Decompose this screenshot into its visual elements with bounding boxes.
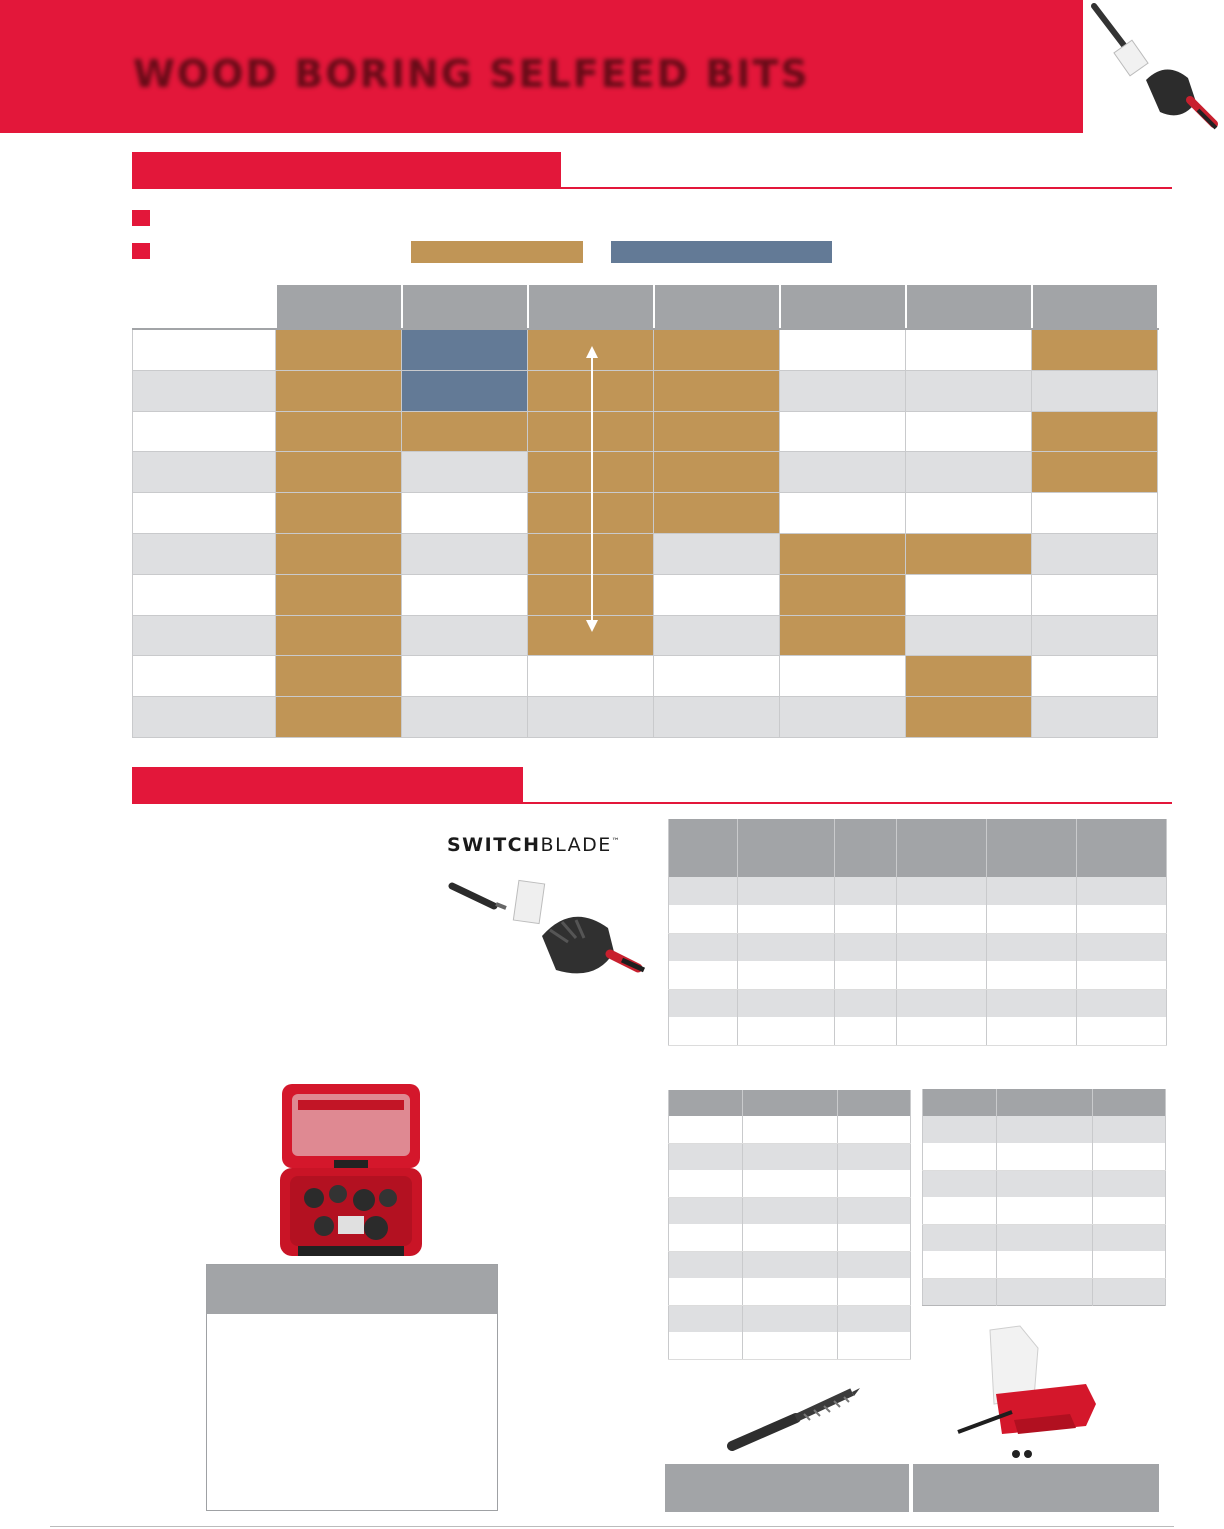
table-cell: [835, 961, 897, 989]
chart-header-corner: [132, 285, 276, 328]
table-cell: [1077, 933, 1167, 961]
legend-swatch-gold: [411, 241, 583, 263]
chart-cell: [780, 493, 906, 534]
table-cell: [987, 905, 1077, 933]
table-row: [923, 1143, 1166, 1170]
table-row: [669, 961, 1167, 989]
table-cell: [669, 1170, 743, 1197]
chart-column-header: [1033, 285, 1157, 328]
table-cell: [987, 961, 1077, 989]
chart-cell-gold: [276, 412, 402, 453]
table-cell: [738, 989, 835, 1017]
chart-cell-gold: [654, 452, 780, 493]
chart-cell-gold: [780, 616, 906, 657]
switchblade-bit-image: [446, 872, 646, 982]
chart-cell-slate: [402, 330, 528, 371]
chart-cell: [402, 616, 528, 657]
table-cell: [1093, 1224, 1166, 1251]
chart-cell-gold: [276, 575, 402, 616]
table-cell: [738, 905, 835, 933]
table-cell: [987, 1017, 1077, 1045]
table-row: [669, 1116, 911, 1143]
table-cell: [838, 1251, 911, 1278]
page-title: WOOD BORING SELFEED BITS: [133, 52, 810, 96]
table-cell: [838, 1224, 911, 1251]
chart-cell: [402, 493, 528, 534]
table-cell: [669, 1017, 738, 1045]
chart-row-label: [132, 575, 276, 616]
switchblade-logo: SWITCHBLADE™: [447, 834, 622, 856]
table-header-cell: [1077, 819, 1167, 877]
table-cell: [897, 1017, 987, 1045]
chart-cell: [1032, 493, 1158, 534]
table-cell: [987, 877, 1077, 905]
table-cell: [835, 877, 897, 905]
chart-column-header: [403, 285, 527, 328]
table-cell: [1093, 1170, 1166, 1197]
table-row: [669, 1017, 1167, 1045]
table-cell: [838, 1116, 911, 1143]
chart-column-header: [655, 285, 779, 328]
table-row: [923, 1197, 1166, 1224]
chart-cell-gold: [276, 616, 402, 657]
chart-cell-gold: [906, 697, 1032, 738]
chart-row-label: [132, 616, 276, 657]
table-cell: [743, 1197, 838, 1224]
table-row: [669, 1170, 911, 1197]
chart-column-header: [907, 285, 1031, 328]
table-cell: [897, 877, 987, 905]
chart-cell-gold: [276, 452, 402, 493]
table-cell: [743, 1305, 838, 1332]
chart-cell-gold: [906, 656, 1032, 697]
table-cell: [669, 933, 738, 961]
chart-cell-gold: [1032, 330, 1158, 371]
table-cell: [738, 961, 835, 989]
chart-cell: [906, 330, 1032, 371]
chart-cell: [906, 371, 1032, 412]
chart-cell-gold: [402, 412, 528, 453]
chart-column-header: [529, 285, 653, 328]
table-cell: [669, 1143, 743, 1170]
chart-cell: [654, 616, 780, 657]
table-cell: [897, 989, 987, 1017]
table-row: [669, 1278, 911, 1305]
footer-rule: [50, 1526, 1174, 1527]
chart-column-header: [781, 285, 905, 328]
table-cell: [1093, 1278, 1166, 1305]
table-header-cell: [987, 819, 1077, 877]
table-cell: [669, 989, 738, 1017]
header-product-image: [1086, 0, 1224, 140]
chart-cell: [780, 371, 906, 412]
table-row: [669, 1305, 911, 1332]
table-cell: [835, 1017, 897, 1045]
chart-row-label: [132, 452, 276, 493]
table-header-cell: [669, 819, 738, 877]
table-cell: [923, 1143, 997, 1170]
chart-cell: [402, 534, 528, 575]
section-rule: [523, 802, 1172, 804]
table-header-cell: [997, 1089, 1093, 1116]
table-cell: [669, 877, 738, 905]
chart-cell-gold: [276, 656, 402, 697]
table-row: [923, 1116, 1166, 1143]
table-cell: [669, 1251, 743, 1278]
table-row: [669, 989, 1167, 1017]
table-cell: [743, 1332, 838, 1359]
table-cell: [1093, 1197, 1166, 1224]
chart-cell: [654, 575, 780, 616]
chart-cell: [906, 616, 1032, 657]
chart-cell: [654, 534, 780, 575]
table-cell: [835, 905, 897, 933]
table-cell: [743, 1251, 838, 1278]
table-cell: [743, 1278, 838, 1305]
table-header-cell: [897, 819, 987, 877]
table-cell: [987, 933, 1077, 961]
table-cell: [743, 1224, 838, 1251]
chart-column-header: [277, 285, 401, 328]
chart-cell: [1032, 697, 1158, 738]
table-cell: [997, 1278, 1093, 1305]
table-cell: [743, 1143, 838, 1170]
switchblade-kit-case-image: [278, 1082, 424, 1260]
specifications-section-bar: [132, 767, 523, 804]
bullet-marker: [132, 243, 150, 259]
table-row: [669, 1143, 911, 1170]
table-cell: [1077, 877, 1167, 905]
table-row: [923, 1170, 1166, 1197]
table-row: [923, 1224, 1166, 1251]
table-row: [669, 1224, 911, 1251]
chart-row-label: [132, 697, 276, 738]
table-header-cell: [838, 1090, 911, 1116]
table-cell: [669, 1278, 743, 1305]
feed-screw-caption-bar: [665, 1464, 909, 1512]
chart-cell: [528, 697, 654, 738]
chart-cell: [780, 452, 906, 493]
table-cell: [669, 1224, 743, 1251]
table-row: [669, 933, 1167, 961]
spec-table-bits-grid: [922, 1089, 1166, 1306]
table-header-cell: [835, 819, 897, 877]
chart-cell-gold: [1032, 452, 1158, 493]
table-cell: [835, 989, 897, 1017]
table-row: [669, 1251, 911, 1278]
table-cell: [897, 905, 987, 933]
application-chart: [132, 285, 1159, 736]
chart-row-label: [132, 412, 276, 453]
chart-cell-gold: [654, 371, 780, 412]
chart-cell: [780, 412, 906, 453]
table-row: [669, 877, 1167, 905]
table-header-cell: [1093, 1089, 1166, 1116]
chart-cell: [402, 452, 528, 493]
section-rule: [561, 187, 1172, 189]
table-cell: [838, 1278, 911, 1305]
chart-cell-gold: [276, 371, 402, 412]
chart-cell-gold: [654, 412, 780, 453]
table-cell: [1077, 905, 1167, 933]
feed-screw-image: [726, 1384, 862, 1454]
chart-cell: [906, 493, 1032, 534]
chart-cell-gold: [276, 534, 402, 575]
chart-cell-gold: [780, 575, 906, 616]
table-cell: [923, 1278, 997, 1305]
table-cell: [743, 1116, 838, 1143]
table-cell: [669, 1116, 743, 1143]
table-cell: [987, 989, 1077, 1017]
table-cell: [1077, 989, 1167, 1017]
chart-cell: [906, 575, 1032, 616]
chart-cell: [528, 656, 654, 697]
chart-cell: [906, 452, 1032, 493]
table-cell: [1093, 1116, 1166, 1143]
kit-contents-header: [207, 1265, 497, 1314]
table-cell: [738, 1017, 835, 1045]
table-cell: [997, 1143, 1093, 1170]
chart-cell-gold: [906, 534, 1032, 575]
table-cell: [1077, 961, 1167, 989]
chart-cell-gold: [654, 493, 780, 534]
chart-cell: [402, 656, 528, 697]
table-cell: [743, 1170, 838, 1197]
chart-cell-gold: [276, 493, 402, 534]
table-cell: [997, 1224, 1093, 1251]
spec-table-main-grid: [668, 819, 1167, 1046]
table-cell: [923, 1197, 997, 1224]
table-cell: [1093, 1251, 1166, 1278]
table-row: [923, 1251, 1166, 1278]
chart-row-label: [132, 330, 276, 371]
chart-cell-gold: [654, 330, 780, 371]
table-cell: [923, 1251, 997, 1278]
chart-cell: [780, 330, 906, 371]
table-cell: [997, 1251, 1093, 1278]
table-cell: [897, 933, 987, 961]
table-header-cell: [669, 1090, 743, 1116]
table-row: [669, 1197, 911, 1224]
chart-cell: [1032, 575, 1158, 616]
table-cell: [997, 1170, 1093, 1197]
table-cell: [738, 877, 835, 905]
table-cell: [669, 905, 738, 933]
table-cell: [923, 1224, 997, 1251]
application-section-bar: [132, 152, 561, 189]
table-cell: [838, 1197, 911, 1224]
chart-cell: [906, 412, 1032, 453]
table-cell: [838, 1332, 911, 1359]
chart-cell: [780, 656, 906, 697]
table-cell: [997, 1116, 1093, 1143]
table-cell: [838, 1305, 911, 1332]
chart-cell-gold: [780, 534, 906, 575]
chart-cell-slate: [402, 371, 528, 412]
table-row: [669, 905, 1167, 933]
chart-row-label: [132, 493, 276, 534]
chart-cell-gold: [276, 330, 402, 371]
table-header-cell: [743, 1090, 838, 1116]
table-cell: [669, 1197, 743, 1224]
bullet-marker: [132, 210, 150, 226]
table-cell: [923, 1170, 997, 1197]
chart-cell-gold: [276, 697, 402, 738]
chart-row-label: [132, 656, 276, 697]
chart-cell-gold: [1032, 412, 1158, 453]
table-cell: [923, 1116, 997, 1143]
table-cell: [997, 1197, 1093, 1224]
table-cell: [835, 933, 897, 961]
chart-cell: [654, 697, 780, 738]
legend-swatch-slate: [611, 241, 832, 263]
chart-cell: [654, 656, 780, 697]
table-cell: [669, 1332, 743, 1359]
table-header-cell: [738, 819, 835, 877]
spec-table-blades-grid: [668, 1090, 911, 1360]
table-cell: [1093, 1143, 1166, 1170]
chart-cell: [780, 697, 906, 738]
table-row: [669, 1332, 911, 1359]
table-cell: [1077, 1017, 1167, 1045]
chart-row-label: [132, 371, 276, 412]
replacement-blade-pack-image: [956, 1324, 1106, 1460]
chart-row-label: [132, 534, 276, 575]
table-header-cell: [923, 1089, 997, 1116]
chart-cell: [402, 697, 528, 738]
table-cell: [897, 961, 987, 989]
table-row: [923, 1278, 1166, 1305]
range-arrow-icon: [582, 346, 602, 632]
chart-cell: [402, 575, 528, 616]
table-cell: [838, 1143, 911, 1170]
table-cell: [669, 961, 738, 989]
chart-cell: [1032, 656, 1158, 697]
chart-cell: [1032, 616, 1158, 657]
chart-cell: [1032, 534, 1158, 575]
table-cell: [669, 1305, 743, 1332]
chart-cell: [1032, 371, 1158, 412]
blade-pack-caption-bar: [913, 1464, 1159, 1512]
table-cell: [838, 1170, 911, 1197]
table-cell: [738, 933, 835, 961]
